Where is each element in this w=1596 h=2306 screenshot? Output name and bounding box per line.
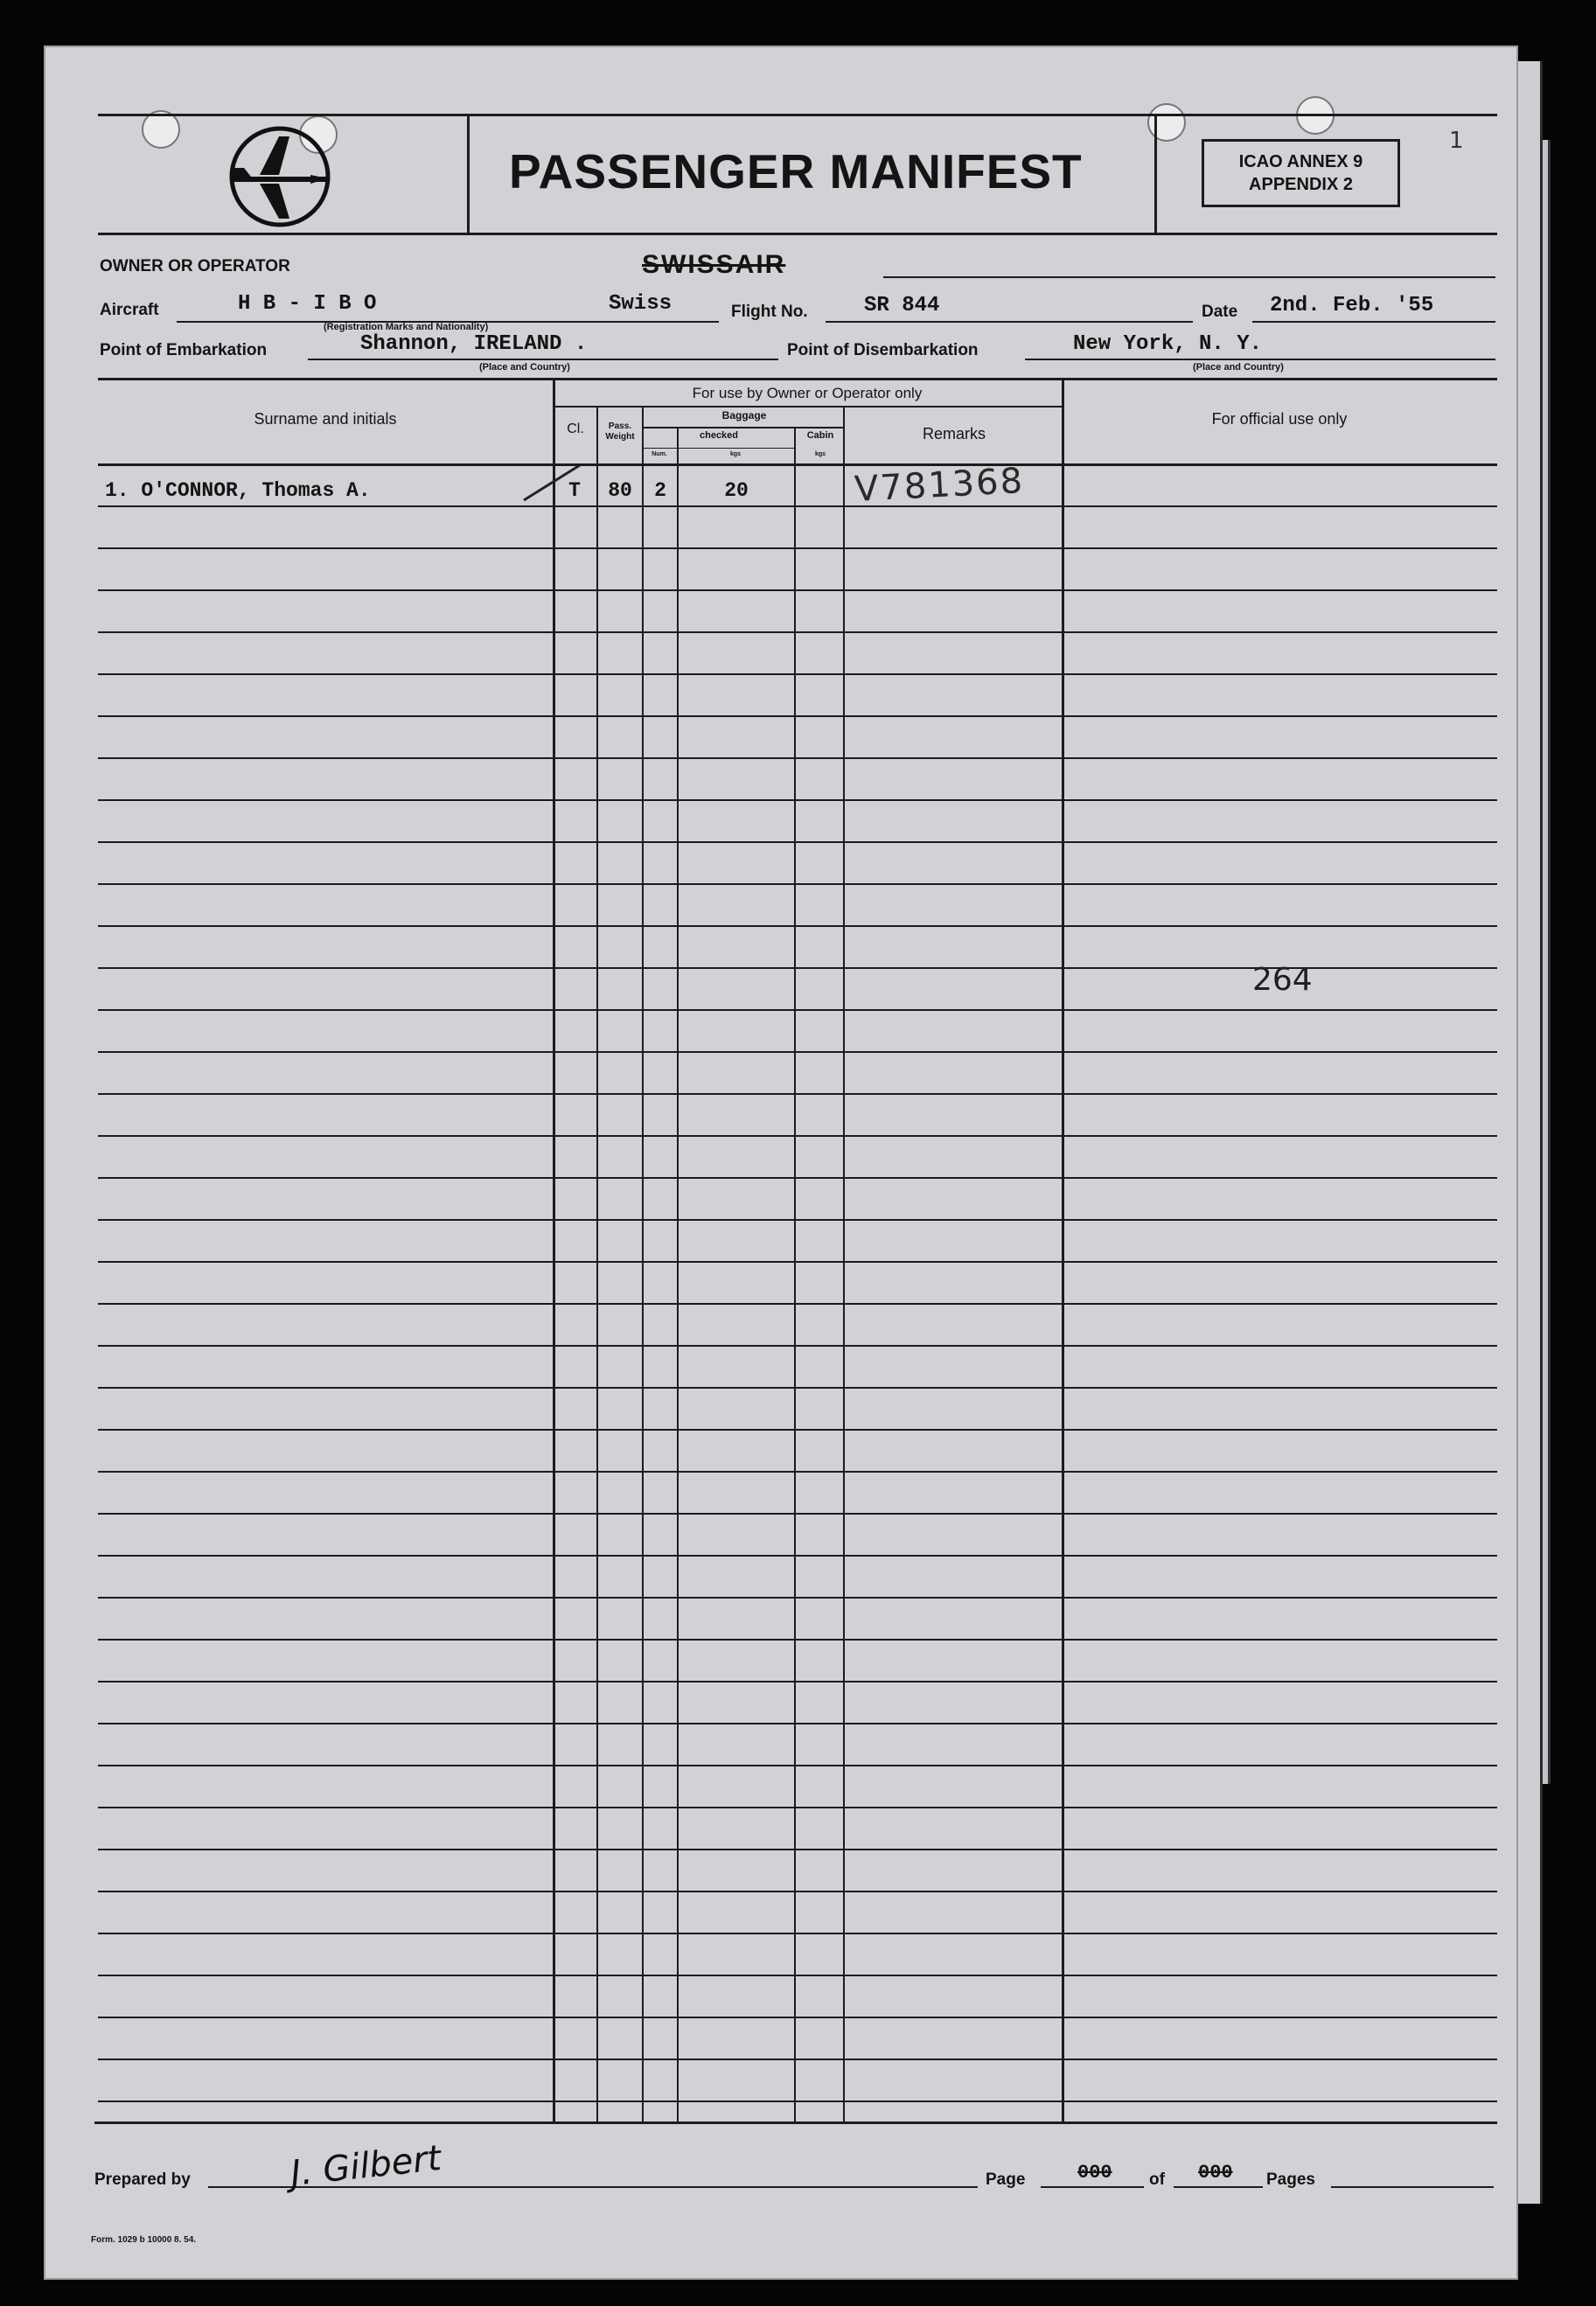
row-rule [98, 1933, 1497, 1934]
row-rule [98, 1681, 1497, 1682]
baggage-rule [644, 427, 845, 428]
of-label: of [1149, 2170, 1165, 2189]
icao-annex: ICAO ANNEX 9 [1238, 152, 1363, 171]
form-code: Form. 1029 b 10000 8. 54. [91, 2235, 197, 2245]
row-rule [98, 589, 1497, 591]
flight-rule [826, 321, 1193, 323]
row-rule [98, 505, 1497, 507]
margin-mark: 1 [1449, 128, 1464, 154]
page-rule [1041, 2186, 1144, 2188]
passenger-name: 1. O'CONNOR, Thomas A. [105, 479, 371, 502]
date-value: 2nd. Feb. '55 [1270, 294, 1434, 317]
table-bottom-rule [94, 2121, 1497, 2124]
handwritten-remark: V781368 [853, 460, 1026, 511]
baggage-weight: 20 [724, 479, 749, 502]
row-rule [98, 2059, 1497, 2060]
row-rule [98, 1975, 1497, 1976]
column-rule [642, 406, 644, 2121]
row-rule [98, 1135, 1497, 1137]
row-rule [98, 1387, 1497, 1389]
header-bottom-rule [98, 233, 1497, 235]
check-stroke-icon [522, 462, 583, 504]
of-rule [1174, 2186, 1263, 2188]
registration-note: (Registration Marks and Nationality) [324, 322, 489, 332]
form-title: PASSENGER MANIFEST [509, 144, 1083, 199]
disembarkation-value: New York, N. Y. [1073, 332, 1263, 356]
passenger-weight: 80 [608, 479, 632, 502]
row-rule [98, 547, 1497, 549]
row-rule [98, 1219, 1497, 1221]
cabin-header: Cabin [806, 430, 834, 441]
flight-label: Flight No. [731, 303, 808, 321]
row-rule [98, 1303, 1497, 1305]
page-value: 000 [1077, 2162, 1112, 2184]
surname-header: Surname and initials [254, 410, 397, 428]
row-rule [98, 1723, 1497, 1724]
row-rule [98, 1807, 1497, 1808]
date-label: Date [1202, 303, 1238, 321]
row-rule [98, 2017, 1497, 2018]
pages-label: Pages [1266, 2170, 1315, 2189]
baggage-header: Baggage [721, 409, 767, 421]
row-rule [98, 1093, 1497, 1095]
icao-appendix: APPENDIX 2 [1249, 175, 1353, 194]
row-rule [98, 1261, 1497, 1263]
embarkation-rule [308, 359, 778, 360]
column-rule [553, 378, 555, 2121]
prepared-label: Prepared by [94, 2170, 191, 2189]
row-rule [98, 673, 1497, 675]
of-value: 000 [1198, 2162, 1233, 2184]
punch-hole [1147, 103, 1186, 142]
row-rule [98, 1051, 1497, 1053]
flight-value: SR 844 [864, 294, 940, 317]
aircraft-nationality: Swiss [609, 292, 673, 316]
kgs-cabin-header: kgs [814, 451, 826, 457]
remarks-header: Remarks [922, 425, 986, 442]
row-rule [98, 757, 1497, 759]
place-note: (Place and Country) [1193, 362, 1284, 373]
table-top-rule [98, 378, 1497, 380]
row-rule [98, 1345, 1497, 1347]
row-rule [98, 1849, 1497, 1850]
pages-rule [1331, 2186, 1494, 2188]
row-rule [98, 1597, 1497, 1599]
row-rule [98, 1639, 1497, 1641]
disembarkation-label: Point of Disembarkation [787, 341, 979, 359]
header-row-rule [98, 463, 1497, 466]
header-top-rule [98, 114, 1497, 116]
embarkation-label: Point of Embarkation [100, 341, 268, 359]
owner-use-rule [553, 406, 1062, 408]
manifest-page [44, 45, 1518, 2280]
row-rule [98, 799, 1497, 801]
row-rule [98, 1891, 1497, 1892]
signature: J. Gilbert [289, 2138, 443, 2194]
column-rule [596, 406, 598, 2121]
kgs-header: kgs [729, 451, 742, 457]
row-rule [98, 1513, 1497, 1515]
airline-logo-icon [225, 124, 335, 229]
row-rule [98, 925, 1497, 927]
official-note: 264 [1252, 962, 1313, 998]
disembarkation-rule [1025, 359, 1495, 360]
aircraft-label: Aircraft [100, 301, 159, 319]
row-rule [98, 841, 1497, 843]
header-divider [467, 114, 470, 233]
num-header: Num. [652, 451, 667, 457]
underlying-sheet [1517, 61, 1543, 2204]
checked-rule [644, 448, 794, 449]
row-rule [98, 715, 1497, 717]
aircraft-registration: H B - I B O [238, 292, 377, 316]
official-header: For official use only [1211, 410, 1348, 428]
row-rule [98, 1471, 1497, 1473]
page-label: Page [986, 2170, 1026, 2189]
row-rule [98, 1555, 1497, 1557]
icao-reference-box [1202, 139, 1400, 207]
passenger-class: T [568, 479, 581, 502]
place-note: (Place and Country) [479, 362, 570, 373]
row-rule [98, 1177, 1497, 1179]
row-rule [98, 883, 1497, 885]
owner-value: SWISSAIR [642, 250, 786, 279]
cl-header: Cl. [567, 421, 584, 436]
owner-label: OWNER OR OPERATOR [100, 257, 290, 275]
row-rule [98, 1009, 1497, 1011]
owner-rule [883, 276, 1495, 278]
baggage-count: 2 [654, 479, 666, 502]
row-rule [98, 1429, 1497, 1431]
checked-header: checked [699, 430, 739, 441]
column-rule [794, 427, 796, 2121]
column-rule [1062, 378, 1064, 2121]
date-rule [1252, 321, 1495, 323]
column-rule [677, 427, 679, 2121]
embarkation-value: Shannon, IRELAND . [360, 332, 588, 356]
header-divider [1154, 114, 1157, 233]
pass-weight-header: Pass. Weight [605, 421, 635, 442]
row-rule [98, 631, 1497, 633]
column-rule [843, 406, 845, 2121]
row-rule [98, 2100, 1497, 2102]
owner-use-header: For use by Owner or Operator only [692, 385, 923, 401]
row-rule [98, 1765, 1497, 1766]
